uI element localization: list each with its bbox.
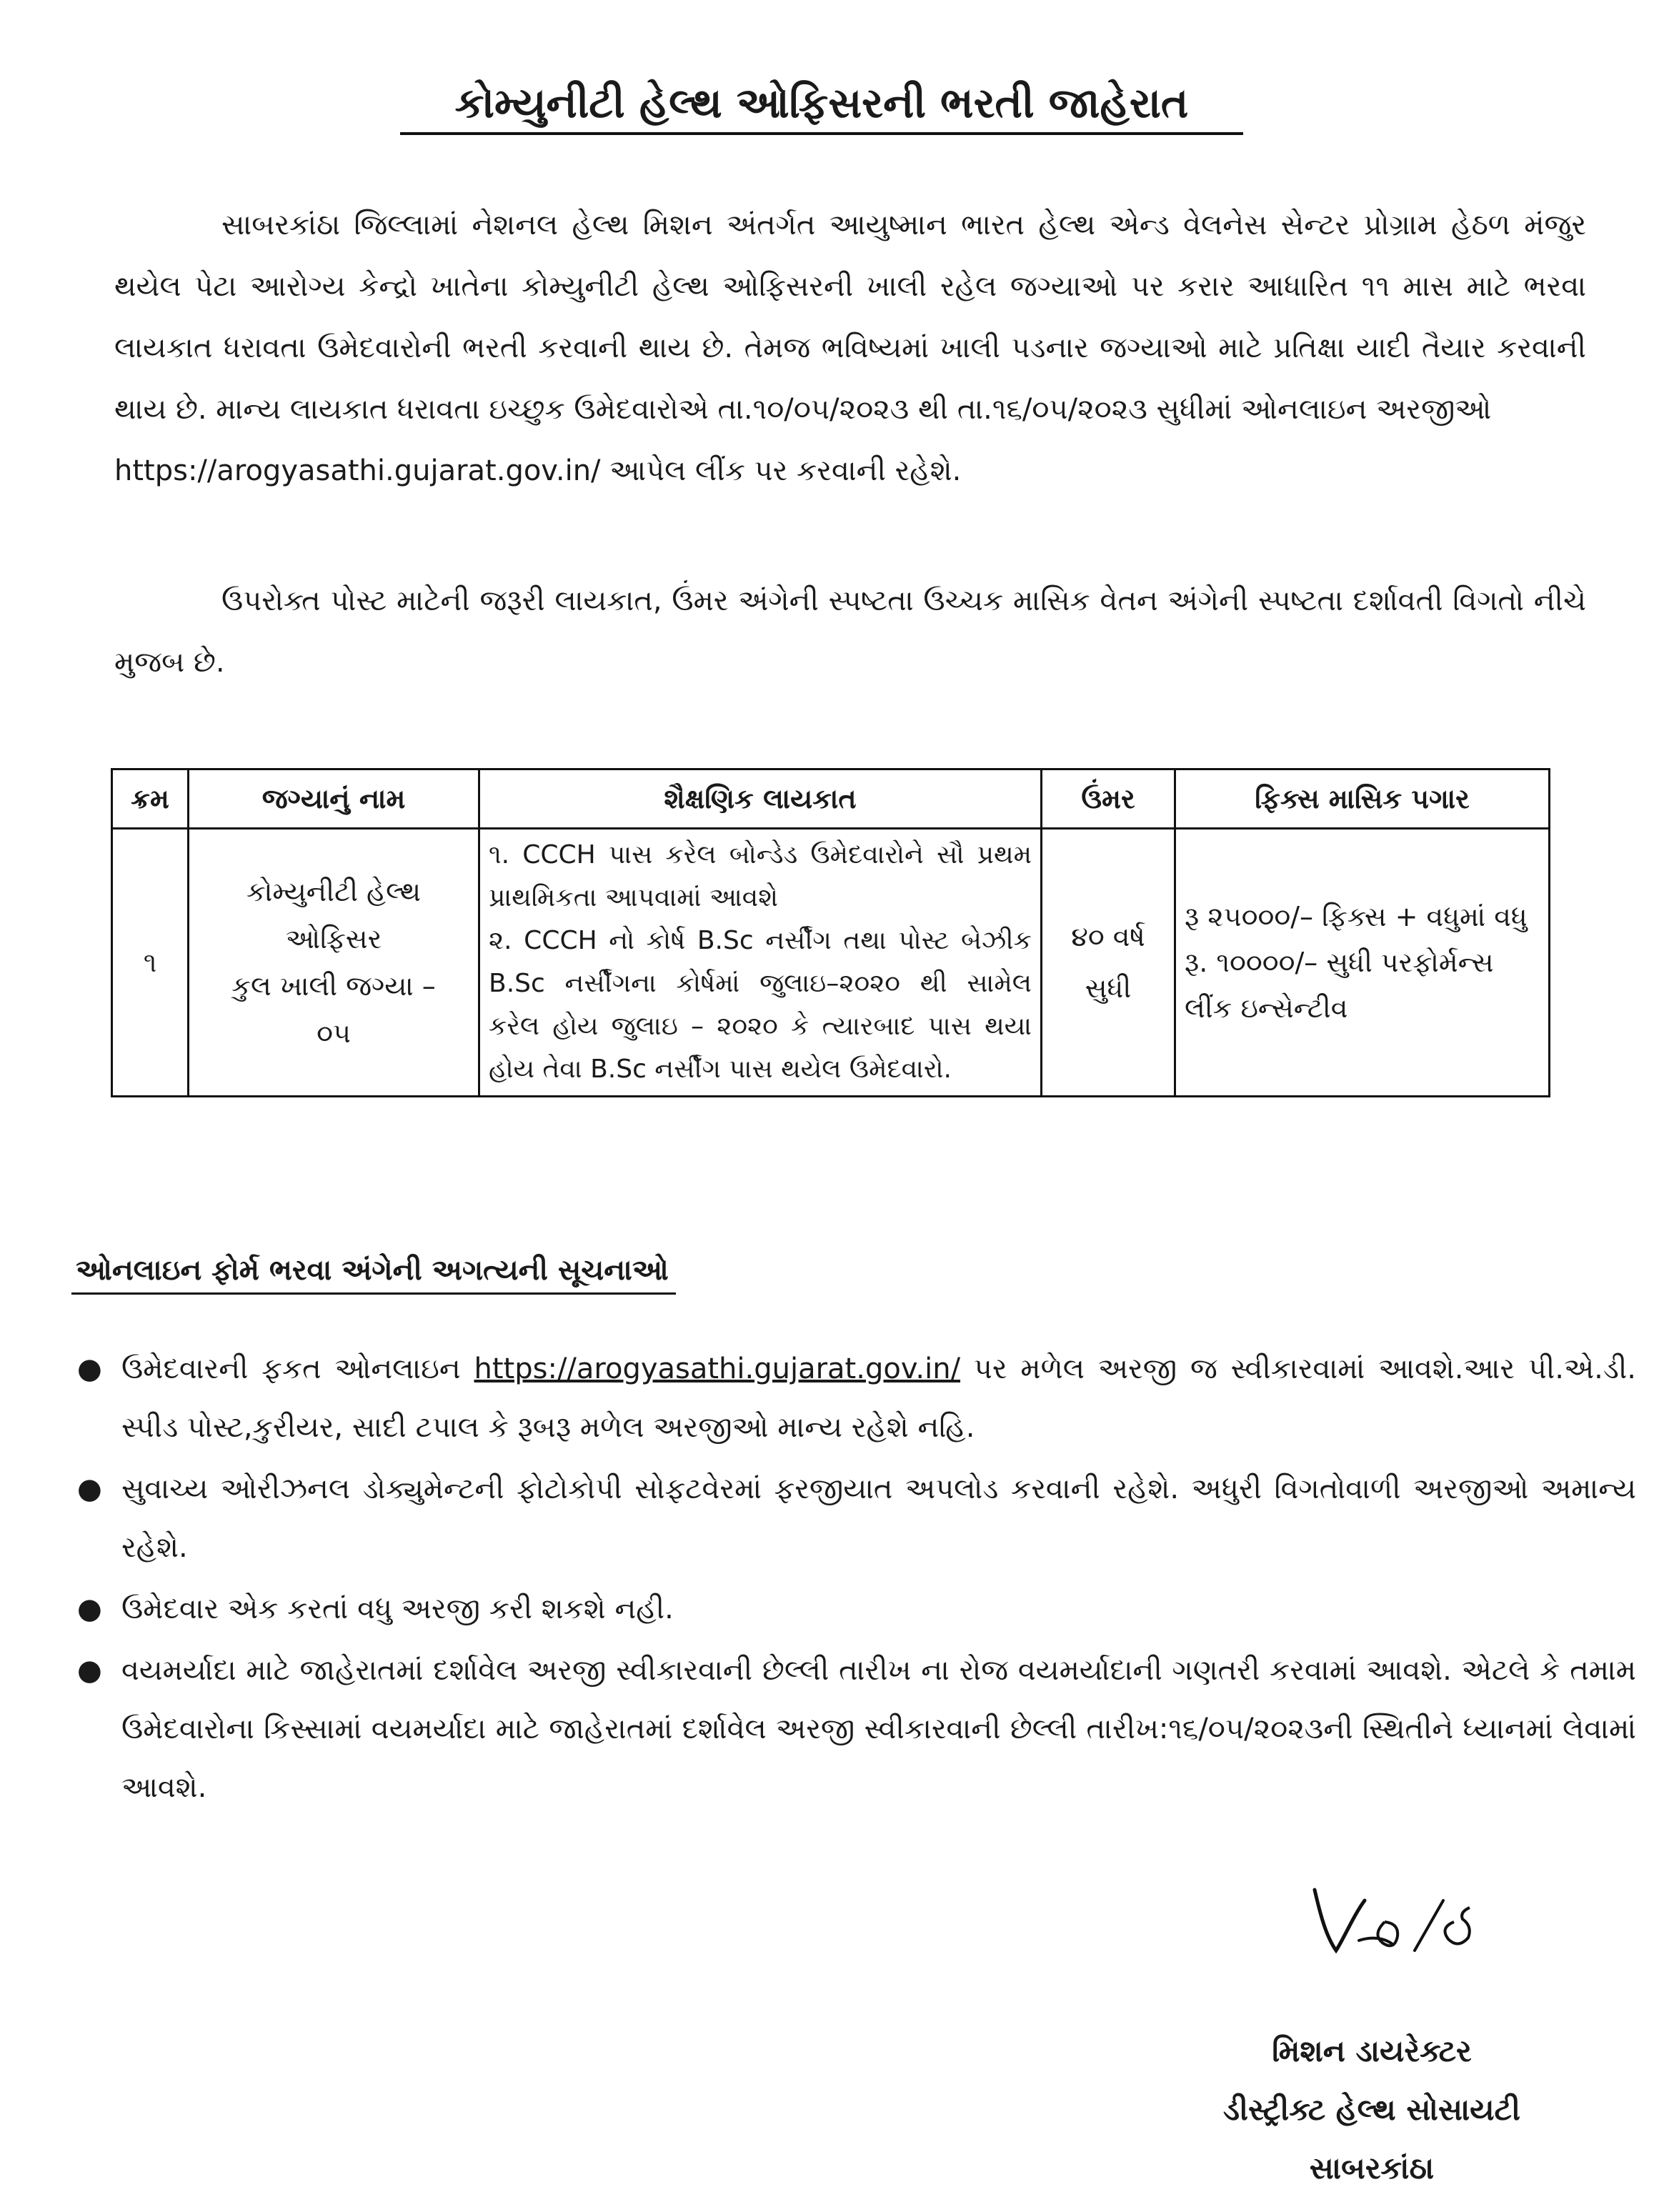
header-qualification: શૈક્ષણિક લાયકાત: [479, 769, 1042, 829]
post-name-line1: કોમ્યુનીટી હેલ્થ: [246, 876, 421, 907]
signatory-block: [1172, 2022, 1572, 2198]
post-vacancies-line1: કુલ ખાલી જગ્યા –: [231, 970, 436, 1002]
bullet-icon: ●: [77, 1473, 102, 1505]
bullet-icon: ●: [77, 1593, 102, 1625]
bullet-icon: ●: [77, 1352, 102, 1385]
signature-icon: [1300, 1872, 1486, 1965]
signatory-district: સાબરકાંઠા: [1309, 2151, 1435, 2186]
cell-salary: રૂ ૨૫૦૦૦/– ફિક્સ + વધુમાં વધુ રૂ. ૧૦૦૦૦/– સુધી પરફોર્મન્સ લીંક ઇન્સેન્ટીવ: [1175, 829, 1550, 1097]
instruction-text-after-link: પર મળેલ અરજી જ સ્વીકારવામાં આવશે.આર પી.એ.ડી. સ્પીડ પોસ્ટ,કુરીયર, સાદી ટપાલ કે રૂબરૂ મળેલ અરજીઓ માન્ય રહેશે નહિ.: [121, 1352, 1636, 1444]
post-name-line2: ઓફિસર: [285, 923, 382, 955]
table-header-row: [112, 769, 1550, 829]
header-age: ઉંમર: [1042, 769, 1175, 829]
header-salary: ફિક્સ માસિક પગાર: [1175, 769, 1550, 829]
age-line2: સુધી: [1085, 972, 1132, 1004]
signatory-organization: ડીસ્ટ્રીક્ટ હેલ્થ સોસાયટી: [1222, 2092, 1521, 2127]
intro-paragraph: [114, 194, 1586, 502]
cell-post: [189, 829, 479, 1097]
post-vacancies-line2: ૦૫: [317, 1017, 351, 1049]
bullet-icon: ●: [77, 1654, 102, 1687]
recruitment-table: [111, 768, 1550, 1097]
age-line1: ૪૦ વર્ષ: [1071, 921, 1145, 952]
cell-age: [1042, 829, 1175, 1097]
intro-link[interactable]: https://arogyasathi.gujarat.gov.in/: [114, 454, 601, 487]
header-serial: ક્રમ: [112, 769, 189, 829]
instruction-text: ઉમેદવારની ફકત ઓનલાઇન: [121, 1352, 474, 1385]
qualification-item-2: ૨. CCCH નો કોર્ષ B.Sc નર્સીંગ તથા પોસ્ટ બેઝીક B.Sc નર્સીંગના કોર્ષમાં જુલાઇ–૨૦૨૦ થી સામેલ કરેલ હોય જુલાઇ – ૨૦૨૦ કે ત્યારબાદ પાસ થયા હોય તેવા B.Sc નર્સીંગ પાસ થયેલ ઉમેદવારો.: [489, 926, 1032, 1084]
cell-qualification: [479, 829, 1042, 1097]
cell-serial: ૧: [112, 829, 189, 1097]
qualification-item-1: ૧. CCCH પાસ કરેલ બોન્ડેડ ઉમેદવારોને સૌ પ્રથમ પ્રાથમિકતા આપવામાં આવશે: [489, 840, 1032, 912]
list-item: [77, 1340, 1636, 1457]
application-link[interactable]: https://arogyasathi.gujarat.gov.in/: [474, 1352, 961, 1385]
list-item: [77, 1641, 1636, 1817]
instruction-text: વયમર્યાદા માટે જાહેરાતમાં દર્શાવેલ અરજી સ્વીકારવાની છેલ્લી તારીખ ના રોજ વયમર્યાદાની ગણતરી કરવામાં આવશે. એટલે કે તમામ ઉમેદવારોના કિસ્સામાં વયમર્યાદા માટે જાહેરાતમાં દર્શાવેલ અરજી સ્વીકારવાની છેલ્લી તારીખ:૧૬/૦૫/૨૦૨૩ની સ્થિતીને ધ્યાનમાં લેવામાં આવશે.: [121, 1654, 1636, 1804]
list-item: [77, 1580, 1636, 1638]
instruction-text: ઉમેદવાર એક કરતાં વધુ અરજી કરી શકશે નહી.: [121, 1593, 674, 1625]
instructions-list: [71, 1340, 1636, 1820]
instruction-text: સુવાચ્ય ઓરીઝનલ ડોક્યુમેન્ટની ફોટોકોપી સોફટવેરમાં ફરજીયાત અપલોડ કરવાની રહેશે. અધુરી વિગતોવાળી અરજીઓ અમાન્ય રહેશે.: [121, 1473, 1636, 1564]
page-title: કોમ્યુનીટી હેલ્થ ઓફિસરની ભરતી જાહેરાત: [400, 79, 1243, 135]
list-item: [77, 1460, 1636, 1577]
instructions-heading: ઓનલાઇન ફોર્મ ભરવા અંગેની અગત્યની સૂચનાઓ: [71, 1254, 676, 1295]
header-post: જગ્યાનું નામ: [189, 769, 479, 829]
intro-text: સાબરકાંઠા જિલ્લામાં નેશનલ હેલ્થ મિશન અંતર્ગત આયુષ્માન ભારત હેલ્થ એન્ડ વેલનેસ સેન્ટર પ્રોગ્રામ હેઠળ મંજુર થયેલ પેટા આરોગ્ય કેન્દ્રો ખાતેના કોમ્યુનીટી હેલ્થ ઓફિસરની ખાલી રહેલ જગ્યાઓ પર કરાર આધારિત ૧૧ માસ માટે ભરવા લાયકાત ધરાવતા ઉમેદવારોની ભરતી કરવાની થાય છે. તેમજ ભવિષ્યમાં ખાલી પડનાર જગ્યાઓ માટે પ્રતિક્ષા યાદી તૈયાર કરવાની થાય છે. માન્ય લાયકાત ધરાવતા ઇચ્છુક ઉમેદવારોએ તા.૧૦/૦૫/૨૦૨૩ થી તા.૧૬/૦૫/૨૦૨૩ સુધીમાં ઓનલાઇન અરજીઓ: [114, 209, 1586, 426]
signatory-designation: મિશન ડાયરેક્ટર: [1272, 2033, 1472, 2068]
table-row: [112, 829, 1550, 1097]
intro-text-after-link: આપેલ લીંક પર કરવાની રહેશે.: [600, 454, 962, 487]
details-paragraph: ઉપરોક્ત પોસ્ટ માટેની જરૂરી લાયકાત, ઉંમર અંગેની સ્પષ્ટતા ઉચ્ચક માસિક વેતન અંગેની સ્પષ્ટતા દર્શાવતી વિગતો નીચે મુજબ છે.: [114, 584, 1586, 679]
